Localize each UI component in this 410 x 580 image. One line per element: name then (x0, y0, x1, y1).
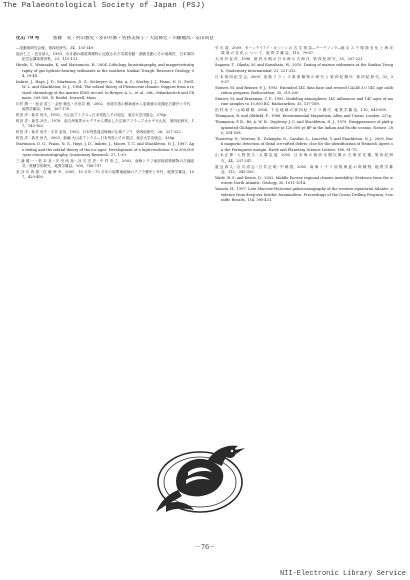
nii-footer-credit: NII-Electronic Library Service (279, 570, 406, 578)
references-left-column (16, 46, 194, 181)
reference-entry: Thompson, R. and Oldfield, F., 1986. Environmental Magnetism. Allen and Unwin, London, 227p. (215, 114, 393, 119)
reference-entry: 町田 洋・新井 房夫，1992．火山灰アトラス―日本列島とその周辺．東京大学出版会，276p. (16, 113, 167, 118)
reference-entry: Sagawa, T., Okada, M. and Kawahata, H., 2010. Dating of marine sediments at the Nankai Trough. Quaternary International, 21, 221-232. (215, 63, 393, 73)
journal-volume: 化石 79 号 (16, 36, 40, 41)
reference-entry: 大 河 内 直 彦，1996．最 終 氷 期 の 日 本 海 の 古 海 洋．第 四 紀 研 究，35，207-221. (215, 57, 364, 62)
running-header (16, 36, 296, 42)
reference-entry: ―変動帯研究会報，第四紀研究，34，135-149. (16, 46, 95, 50)
reference-entry: Thouveny, N., Moreno, E., Delanghe, D., Candon, L., Lancelot, Y. and Shackleton, N. J., 2000. Rock magnetic detection of distal ice-rafted debris: clue for the identification of Heinrich layers on the Portuguese margin. Earth and Planetary Science Letters, 180, 61-75. (215, 136, 393, 152)
reference-entry: 町田 洋・新井 房夫，1978．南九州鬼界カルデラから噴出した広域テフラ―アカホヤ火山灰．第四紀研究，17，143-163. (16, 119, 194, 129)
reference-entry: 町田 洋・新井 房夫，2003．新編 火山灰アトラス―日本列島とその周辺．東京大学出版会，336p. (16, 136, 176, 141)
reference-entry: 渡 辺 真 人・吉 川 清 志・白 井 正 明・中 嶋 悟，2005．南 海 ト ラ フ 前 弧 海 盆 の 堆 積 物．地 質 学 雑 誌，111，345-355. (215, 164, 393, 175)
page-number: －76－ (194, 543, 216, 551)
reference-entry: 三 浦 健 一・松 本 良・安 田 尚 登・谷 川 亘 史・中 村 恭 之，2002．南海トラフ東部斜面堆積物の古地磁気・堆積学的研究．地質学雑誌，108，788-797. (16, 158, 194, 169)
reference-entry: 早 川 清，2009．ターンテイアイ・カンシン の 古 生 物 誌―テーテフィラ―地 点 ス ラ 環 境 変 化 と 海 洋 環 境 の 変 化 に つ い て．地 質 学 雑 誌，115，79-87. (215, 46, 393, 56)
bird-ornament-icon (148, 432, 256, 522)
reference-entry: 田 村 糸 子・山 崎 晴 雄，2004．下 北 地 域 の 第 四 紀 テ フ ラ 層 序．地 質 学 雑 誌，110，645-655. (215, 108, 388, 113)
reference-entry: Wade, B. S. and Kroon, D., 2002. Middle Eocene regional climate instability: Evidence from the western North Atlantic. Geology, 30, 1011-1014. (215, 176, 393, 186)
reference-entry: 川村 教一・池谷 浩三・金松 敏也・多田井 修，2002．房総半島の鮮新統から更新統の珪藻化石層序と年代．地質学雑誌，108，167-178. (16, 101, 194, 112)
reference-entry: Hiroki, Y., Watanabe, K. and Matsumoto, R., 2004. Lithology, biostratigraphy, and magnetostratigraphy of gas hydrate-bearing sediments at the southern Nankai Trough. Resource Geology, 54, 29-44. (16, 63, 194, 78)
reference-entry: 長 谷 川 四 郎・佐 藤 時 幸，2005．10 万年～70 万年の南関東地域のテフラ層序と年代．地質学雑誌，107，429-450. (16, 170, 194, 180)
reference-entry: 町田 洋・新井 房夫・宇井 忠英，1983．日本列島周辺海域の広域テフラ．第四紀研究，26，227-232. (16, 130, 182, 135)
reference-entry: Stuiver, M. and Braziunas, T. F., 1993. Modeling atmospheric 14C influences and 14C ages of marine samples to 10,000 BC. Radiocarbon, 35, 137-189. (215, 97, 393, 107)
references-right-column (215, 46, 393, 204)
author-list: 加藤 実・村山雅史・多田井修・各務美保子・大道修宏・川幡穂高・安田尚登 (52, 36, 214, 41)
reference-entry: 日 本 第 四 紀 学 会，2009．加 熱 フ ラ ン ス 系 堆 積 物 の 研 究 と 第 四 紀 層 序．第 四 紀 研 究，32，39-57. (215, 74, 393, 84)
reference-entry: 山 本 正 伸・入 野 智 久・大 場 忠 道，2005．日 本 海 の 最 終 氷 期 以 降 の 古 海 洋 変 遷．第 四 紀 研 究，44，237-247. (215, 153, 393, 163)
reference-entry: Imbrie, J., Hays, J. D., Martinson, D. G., McIntyre, A., Mix, A. C., Morley, J. J., Pisias, N. G., Prell, W. L. and Shackleton, N. J., 1984. The orbital theory of Pleistocene climate: Support from a revised chronology of the marine δ18O record. In Berger, A. L., et al., eds., Milankovitch and Climate, 269-305, D. Reidel, Norwell, Mass. (16, 79, 194, 100)
reference-entry: Yasuda, H., 1997. Late Miocene-Holocene paleoceanography of the western equatorial Atlantic: evidence from deep-sea benthic foraminifera. Proceedings of the Ocean Drilling Program, Scientific Results, 154, 395-431. (215, 187, 393, 202)
reference-entry: Stuiver, M. and Reimer, P. J., 1993. Extended 14C data base and revised CALIB 3.0 14C age calibration program. Radiocarbon, 35, 215-230. (215, 85, 393, 96)
reference-entry: Martinson, D. G., Pisias, N. G., Hays, J. D., Imbrie, J., Moore, T. C. and Shackleton, N. J., 1987. Age dating and the orbital theory of the ice ages: Development of a high-resolution 0 to 300,000-year chronostratigraphy. Quaternary Research, 27, 1-29. (16, 142, 194, 157)
reference-entry: Thompson, P. R., Bé, A. W. H., Duplessy, J. C. and Shackleton, N. J., 1979. Disappearance of pink-pigmented Globigerinoides ruber at 120,000 yr BP in the Indian and Pacific oceans. Nature, 280, 554-558. (215, 120, 393, 135)
society-banner: The Palaeontological Society of Japan (PSJ) (3, 2, 206, 10)
reference-entry: 福沢仁之・長谷部人，1993．水月湖の湖底堆積物に記録された気候変動・湖面変動とその地域性．日本第四紀学会講演要旨集，23，110-111. (16, 51, 194, 62)
